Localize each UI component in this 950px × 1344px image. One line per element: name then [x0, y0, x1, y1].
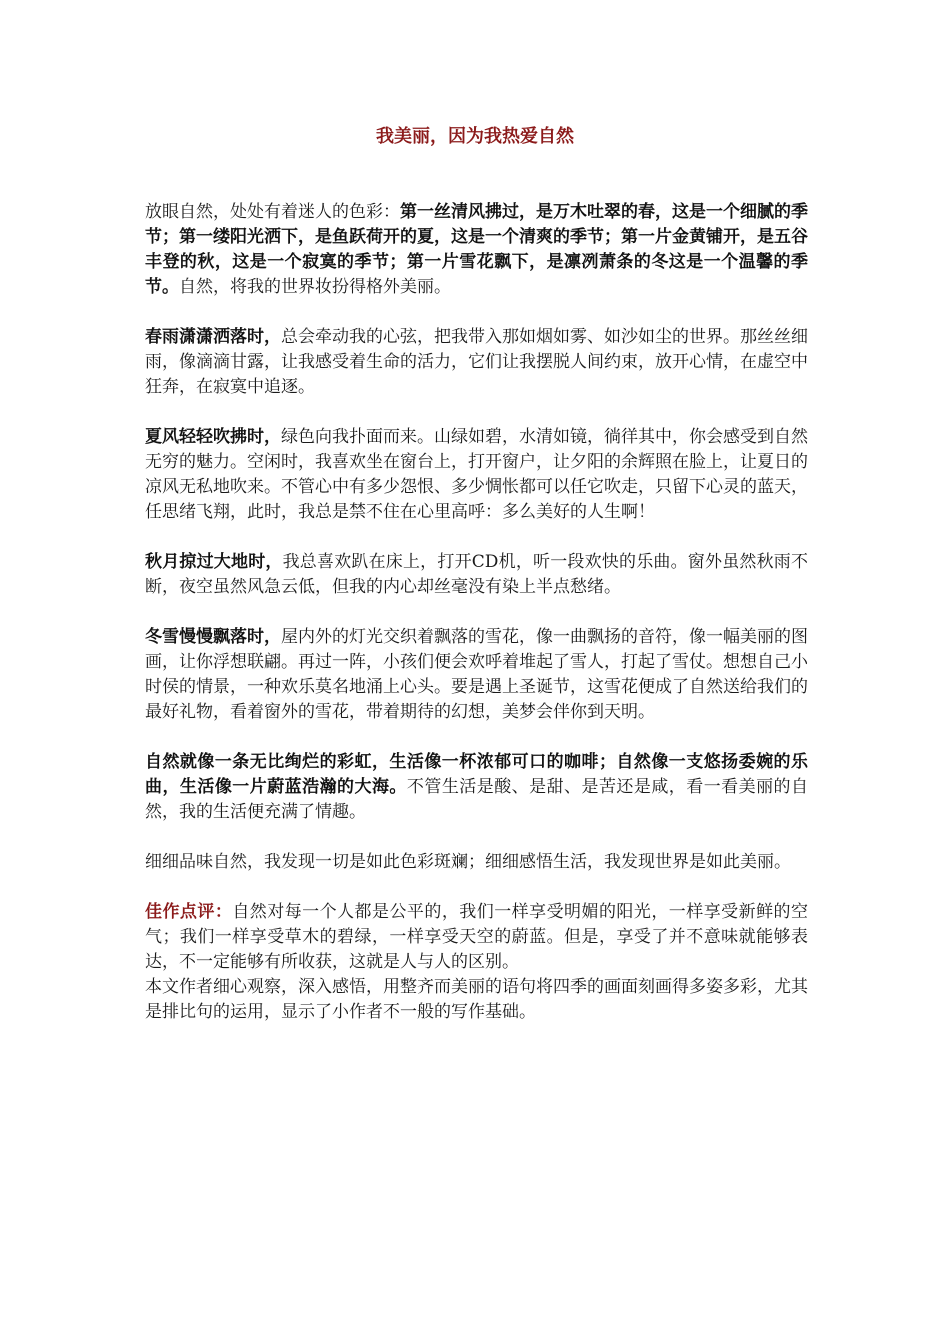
paragraph-spring	[145, 325, 808, 400]
paragraph-winter	[145, 625, 808, 725]
paragraph-review-2: 本文作者细心观察，深入感悟，用整齐而美丽的语句将四季的画面刻画得多姿多彩，尤其是排比句的运用，显示了小作者不一般的写作基础。	[145, 977, 808, 1022]
paragraph-autumn	[145, 550, 808, 600]
review-label: 佳作点评：	[145, 902, 233, 922]
paragraph-review	[145, 900, 808, 975]
paragraph-intro-rest: 自然，将我的世界妆扮得格外美丽。	[179, 277, 451, 297]
paragraph-winter-rest: 屋内外的灯光交织着飘落的雪花，像一曲飘扬的音符，像一幅美丽的图画，让你浮想联翩。再过一阵，小孩们便会欢呼着堆起了雪人，打起了雪仗。想想自己小时侯的情景，一种欢乐莫名地涌上心头。要是遇上圣诞节，这雪花便成了自然送给我们的最好礼物，看着窗外的雪花，带着期待的幻想，美梦会伴你到天明。	[145, 627, 808, 722]
paragraph-autumn-bold: 秋月掠过大地时，	[145, 552, 283, 572]
paragraph-spring-bold: 春雨潇潇洒落时，	[145, 327, 281, 347]
paragraph-nature-life-bold: 自然就像一条无比绚烂的彩虹，生活像一杯浓郁可口的咖啡；自然像一支悠扬委婉的乐曲，生活像一片蔚蓝浩瀚的大海。	[145, 752, 808, 797]
paragraph-summer-bold: 夏风轻轻吹拂时，	[145, 427, 281, 447]
paragraph-summer-rest: 绿色向我扑面而来。山绿如碧，水清如镜，徜徉其中，你会感受到自然无穷的魅力。空闲时，我喜欢坐在窗台上，打开窗户，让夕阳的余辉照在脸上，让夏日的凉风无私地吹来。不管心中有多少怨恨、多少惆怅都可以任它吹走，只留下心灵的蓝天，任思绪飞翔，此时，我总是禁不住在心里高呼：多么美好的人生啊！	[145, 427, 808, 522]
paragraph-intro-bold: 第一丝清风拂过，是万木吐翠的春，这是一个细腻的季节；第一缕阳光洒下，是鱼跃荷开的夏，这是一个清爽的季节；第一片金黄铺开，是五谷丰登的秋，这是一个寂寞的季节；第一片雪花飘下，是凛冽萧条的冬这是一个温馨的季节。	[145, 202, 808, 297]
paragraph-nature-life-rest: 不管生活是酸、是甜、是苦还是咸，看一看美丽的自然，我的生活便充满了情趣。	[145, 777, 809, 822]
paragraph-conclusion: 细细品味自然，我发现一切是如此色彩斑斓；细细感悟生活，我发现世界是如此美丽。	[145, 852, 791, 872]
paragraph-intro	[145, 200, 808, 300]
paragraph-summer	[145, 425, 808, 525]
paragraph-spring-rest: 总会牵动我的心弦，把我带入那如烟如雾、如沙如尘的世界。那丝丝细雨，像滴滴甘露，让我感受着生命的活力，它们让我摆脱人间约束，放开心情，在虚空中狂奔，在寂寞中追逐。	[145, 327, 808, 397]
document-title: 我美丽，因为我热爱自然	[376, 126, 574, 147]
paragraph-intro-lead: 放眼自然，处处有着迷人的色彩：	[145, 202, 400, 222]
paragraph-winter-bold: 冬雪慢慢飘落时，	[145, 627, 281, 647]
review-text: 自然对每一个人都是公平的，我们一样享受明媚的阳光，一样享受新鲜的空气；我们一样享受草木的碧绿，一样享受天空的蔚蓝。但是，享受了并不意味就能够表达，不一定能够有所收获，这就是人与人的区别。	[145, 902, 809, 972]
paragraph-nature-life	[145, 750, 808, 825]
paragraph-autumn-rest: 我总喜欢趴在床上，打开CD机，听一段欢快的乐曲。窗外虽然秋雨不断，夜空虽然风急云低，但我的内心却丝毫没有染上半点愁绪。	[145, 552, 808, 597]
document-body	[145, 200, 808, 1025]
